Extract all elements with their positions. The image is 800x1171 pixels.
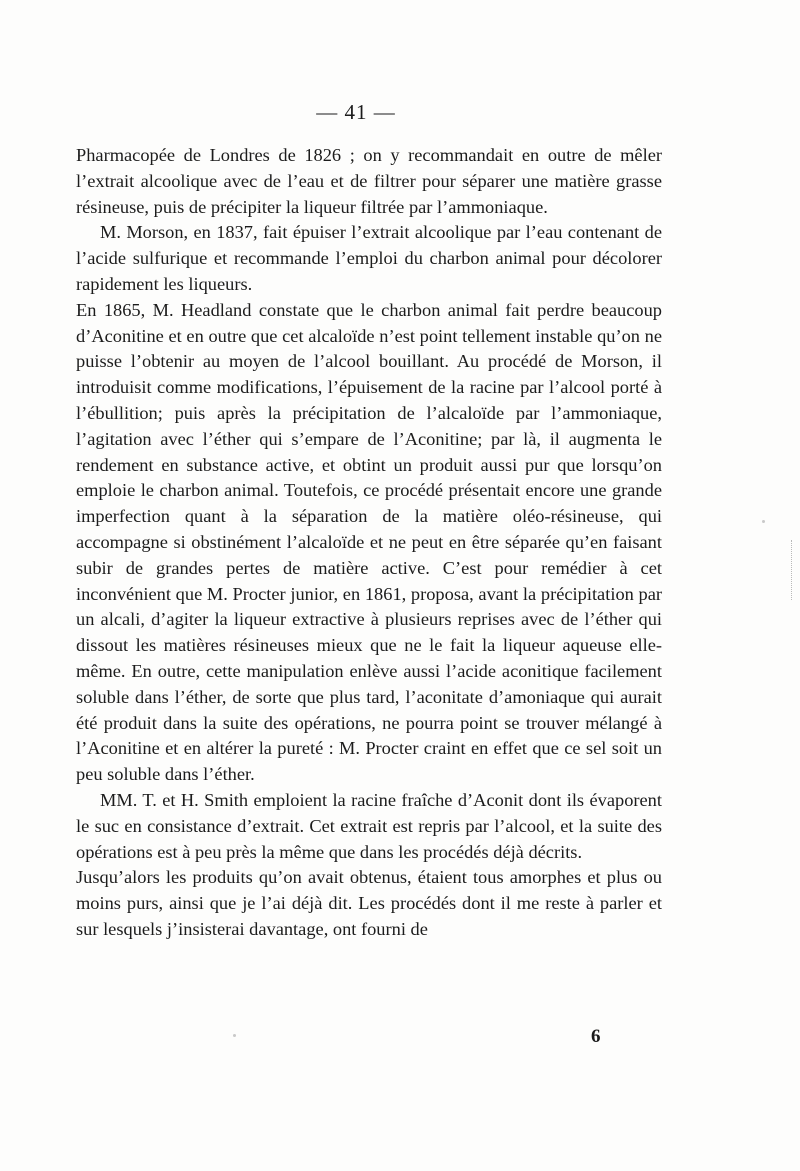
signature-folio: 6 bbox=[591, 1026, 601, 1047]
margin-mark bbox=[791, 540, 794, 600]
paragraph-5: Jusqu’alors les produits qu’on avait obtenus, étaient tous amorphes et plus ou moins purs, ainsi que je l’ai déjà dit. Les procédés dont il me reste à parler et sur lesquels j’insisterai davantage, ont fourni de bbox=[76, 867, 662, 939]
paragraph-2: M. Morson, en 1837, fait épuiser l’extrait alcoolique par l’eau contenant de l’acide sulfurique et recommande l’emploi du charbon animal pour décolorer rapidement les liqueurs. bbox=[76, 222, 662, 294]
body-text bbox=[76, 143, 662, 943]
page-number: — 41 — bbox=[316, 100, 396, 124]
paper-spot bbox=[762, 520, 765, 523]
paragraph-1: Pharmacopée de Londres de 1826 ; on y recommandait en outre de mêler l’extrait alcoolique avec de l’eau et de filtrer pour séparer une matière grasse résineuse, puis de précipiter la liqueur filtrée par l’ammoniaque. bbox=[76, 145, 662, 217]
paragraph-4: MM. T. et H. Smith emploient la racine fraîche d’Aconit dont ils évaporent le suc en consistance d’extrait. Cet extrait est repris par l’alcool, et la suite des opérations est à peu près la même que dans les procédés déjà décrits. bbox=[76, 789, 662, 862]
paragraph-3: En 1865, M. Headland constate que le charbon animal fait perdre beaucoup d’Aconitine et en outre que cet alcaloïde n’est point tellement instable qu’on ne puisse l’obtenir au moyen de l’alcool bouillant. Au procédé de Morson, il introduisit comme modifications, l’épuisement de la racine par l’alcool porté à l’ébullition; puis après la précipitation de l’alcaloïde par l’ammoniaque, l’agitation avec l’éther qui s’empare de l’Aconitine; par là, il augmenta le rendement en substance active, et obtint un produit aussi pur que lorsqu’on emploie le charbon animal. Toutefois, ce procédé présentait encore une grande imperfection quant à la séparation de la matière oléo-résineuse, qui accompagne si obstinément l’alcaloïde et ne peut en être séparée qu’en faisant subir de grandes pertes de matière active. C’est pour remédier à cet inconvénient que M. Procter junior, en 1861, proposa, avant la précipitation par un alcali, d’agiter la liqueur extractive à plusieurs reprises avec de l’éther qui dissout les matières résineuses mieux que ne le fait la liqueur aqueuse elle-même. En outre, cette manipulation enlève aussi l’acide aconitique facilement soluble dans l’éther, de sorte que plus tard, l’aconitate d’amoniaque qui aurait été produit dans la suite des opérations, ne pourra point se trouver mélangé à l’Aconitine et en altérer la pureté : M. Procter craint en effet que ce sel soit un peu soluble dans l’éther. bbox=[76, 299, 662, 785]
paper-spot bbox=[233, 1034, 236, 1037]
